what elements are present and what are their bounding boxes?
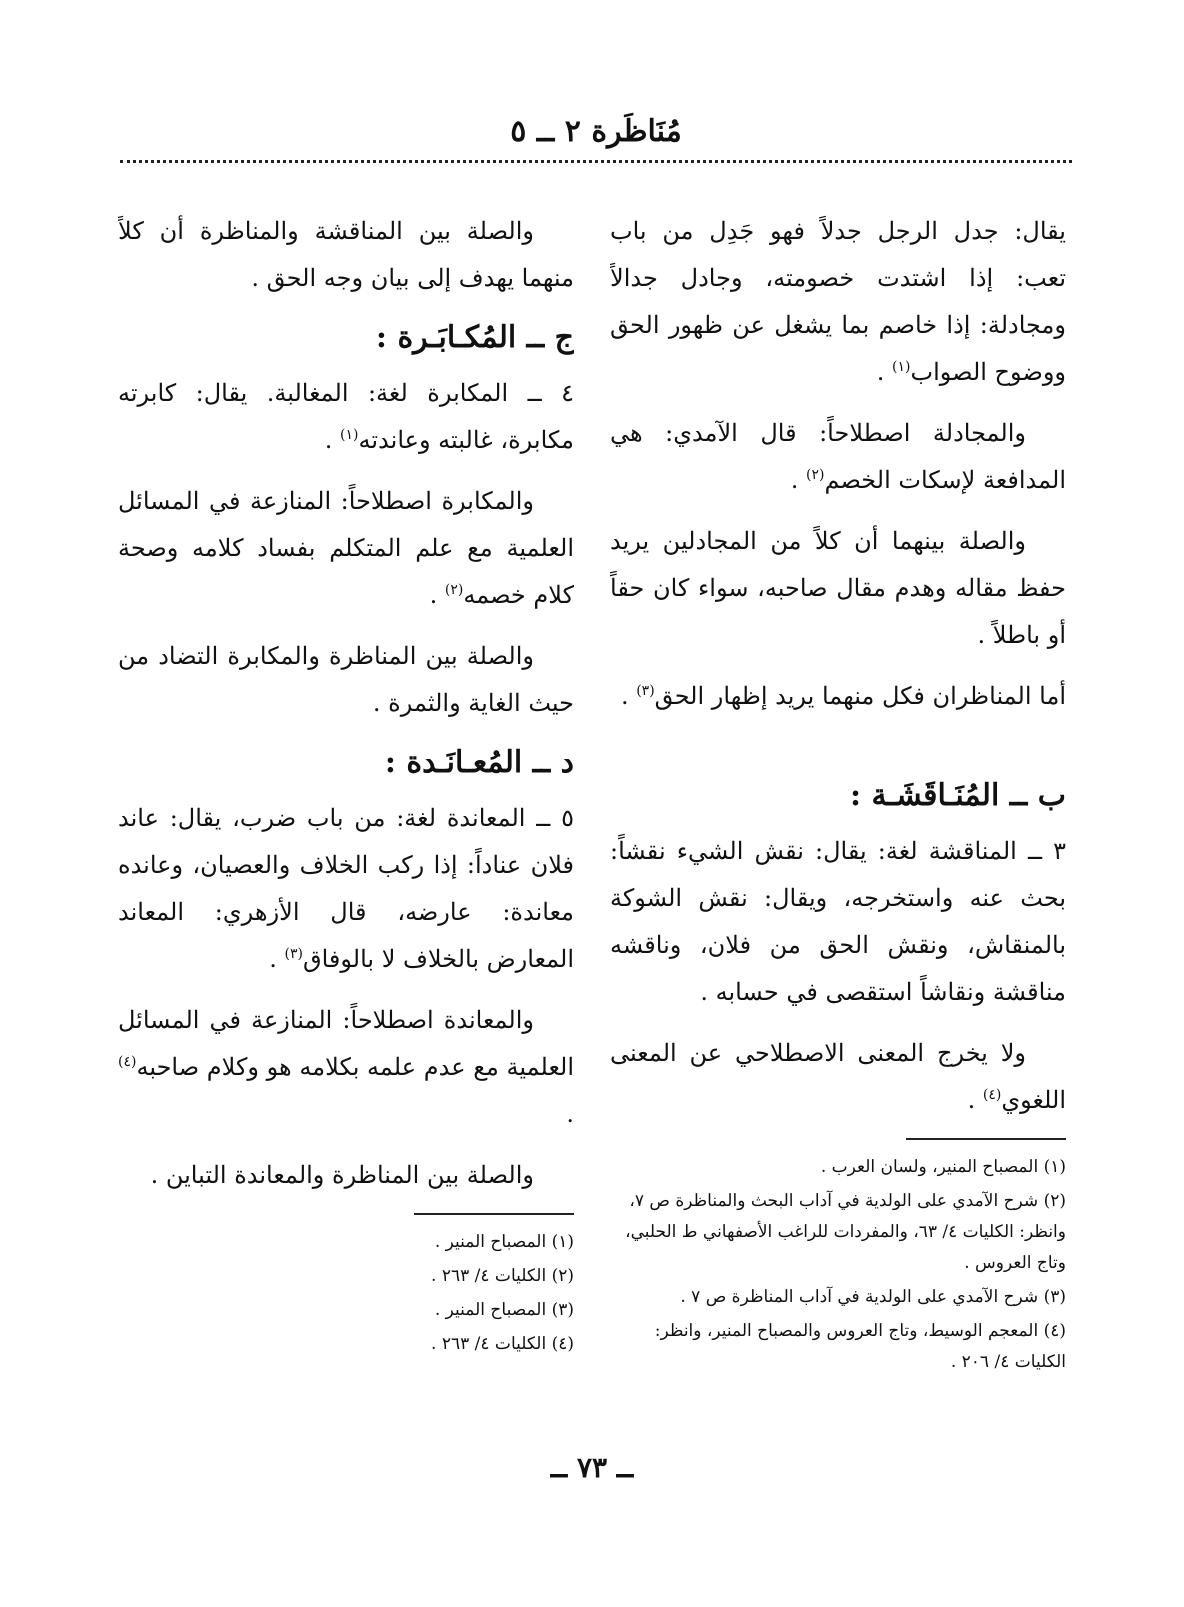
paragraph-mukabara-lugha: ٤ ــ المكابرة لغة: المغالبة. يقال: كابرته مكابرة، غالبته وعاندته$^{(١)}$ . bbox=[118, 379, 574, 454]
section-heading-muanada: د ــ المُعـانَـدة : bbox=[384, 745, 574, 780]
footnote-2: (٢) الكليات ٤/ ٢٦٣ . bbox=[431, 1266, 574, 1286]
paragraph-munaqasha-sila: والصلة بين المناقشة والمناظرة أن كلاً منهما يهدف إلى بيان وجه الحق . bbox=[118, 217, 574, 292]
paragraph-jadal-lugha: يقال: جدل الرجل جدلاً فهو جَدِل من باب تعب: إذا اشتدت خصومته، وجادل جدالاً ومجادلة: إذا خاصم بما يشغل عن ظهور الحق ووضوح الصواب$^{(١)}$ . bbox=[610, 217, 1066, 386]
footnote-4: (٤) المعجم الوسيط، وتاج العروس والمصباح المنير، وانظر: الكليات ٤/ ٢٠٦ . bbox=[654, 1321, 1066, 1372]
running-head: مُنَاظَرة ٢ ــ ٥ bbox=[510, 114, 682, 149]
section-heading-munaqasha: ب ــ المُنَـاقَشَـة : bbox=[849, 778, 1066, 813]
page-number: ــ ٧٣ ــ bbox=[550, 1451, 634, 1484]
footnote-ref: (٢) bbox=[444, 582, 464, 598]
paragraph-jadal-istilah: والمجادلة اصطلاحاً: قال الآمدي: هي المدافعة لإسكات الخصم$^{(٢)}$ . bbox=[610, 419, 1066, 494]
footnote-4: (٤) الكليات ٤/ ٢٦٣ . bbox=[431, 1334, 574, 1354]
footnote-ref: (١) bbox=[892, 359, 911, 375]
footnote-separator bbox=[906, 1138, 1066, 1140]
footnotes bbox=[610, 1152, 1066, 1378]
paragraph-muanada-sila: والصلة بين المناظرة والمعاندة التباين . bbox=[150, 1161, 534, 1189]
paragraph-munaqasha-istilah: ولا يخرج المعنى الاصطلاحي عن المعنى اللغوي$^{(٤)}$ . bbox=[610, 1039, 1066, 1114]
footnote-1: (١) المصباح المنير . bbox=[434, 1232, 574, 1252]
footnote-ref: (٣) bbox=[636, 683, 655, 699]
footnote-ref: (١) bbox=[340, 427, 359, 443]
footnote-2: (٢) شرح الآمدي على الولدية في آداب البحث والمناظرة ص ٧، وانظر: الكليات ٤/ ٦٣، والمفردات للراغب الأصفهاني ط الحلبي، وتاج العروس . bbox=[625, 1191, 1066, 1273]
footnote-ref: (٣) bbox=[284, 946, 303, 962]
paragraph-munazhiran: أما المناظران فكل منهما يريد إظهار الحق$^{(٣)}$ . bbox=[620, 682, 1066, 710]
left-column bbox=[118, 208, 574, 1446]
header-dotted-rule bbox=[120, 160, 1072, 163]
footnote-3: (٣) شرح الآمدي على الولدية في آداب المناظرة ص ٧ . bbox=[680, 1287, 1066, 1307]
paragraph-mukabara-istilah: والمكابرة اصطلاحاً: المنازعة في المسائل العلمية مع علم المتكلم بفساد كلامه وصحة كلام خصمه$^{(٢)}$ . bbox=[118, 487, 574, 609]
footnote-separator bbox=[414, 1213, 574, 1215]
section-heading-mukabara: ج ــ المُكـابَـرة : bbox=[375, 320, 574, 355]
paragraph-muanada-lugha: ٥ ــ المعاندة لغة: من باب ضرب، يقال: عاند فلان عناداً: إذا ركب الخلاف والعصيان، وعانده معاندة: عارضه، قال الأزهري: المعاند المعارض بالخلاف لا بالوفاق$^{(٣)}$ . bbox=[118, 804, 574, 973]
paragraph-muanada-istilah: والمعاندة اصطلاحاً: المنازعة في المسائل العلمية مع عدم علمه بكلامه هو وكلام صاحبه$^{(٤)}$ . bbox=[118, 1006, 574, 1128]
footnote-3: (٣) المصباح المنير . bbox=[434, 1300, 574, 1320]
section-spacer bbox=[610, 734, 1066, 760]
footnote-ref: (٤) bbox=[982, 1087, 1002, 1103]
paragraph-munaqasha-lugha: ٣ ــ المناقشة لغة: يقال: نقش الشيء نقشاً: بحث عنه واستخرجه، ويقال: نقش الشوكة بالمنقاش، ونقش الحق من فلان، وناقشه مناقشة ونقاشاً استقصى في حسابه . bbox=[610, 837, 1066, 1006]
footnote-1: (١) المصباح المنير، ولسان العرب . bbox=[820, 1157, 1066, 1177]
footnote-ref: (٢) bbox=[806, 467, 825, 483]
right-column bbox=[610, 208, 1066, 1446]
footnote-ref: (٤) bbox=[118, 1054, 137, 1070]
paragraph-mukabara-sila: والصلة بين المناظرة والمكابرة التضاد من حيث الغاية والثمرة . bbox=[118, 642, 574, 717]
paragraph-jadal-sila: والصلة بينهما أن كلاً من المجادلين يريد حفظ مقاله وهدم مقال صاحبه، سواء كان حقاً أو باطلاً . bbox=[610, 527, 1066, 649]
footnotes bbox=[118, 1227, 574, 1360]
